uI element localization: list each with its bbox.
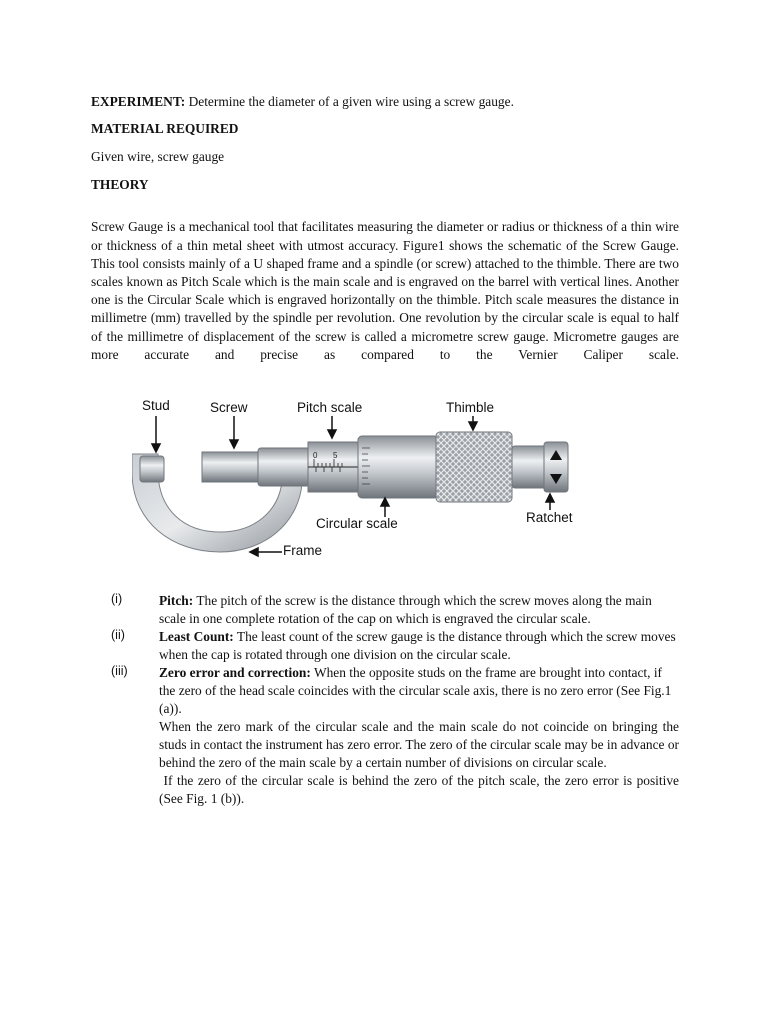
label-ratchet: Ratchet xyxy=(526,510,573,525)
label-thimble: Thimble xyxy=(446,400,495,415)
definitions-list xyxy=(111,592,683,808)
sleeve-collar xyxy=(258,448,310,486)
ratchet-shape xyxy=(512,446,546,488)
item-number: (ii) xyxy=(111,628,125,642)
label-screw: Screw xyxy=(210,400,248,415)
label-pitch-scale: Pitch scale xyxy=(297,400,363,415)
item-term: Least Count: xyxy=(159,629,234,644)
stud-shape xyxy=(140,456,164,482)
list-item-zero-error xyxy=(111,664,683,808)
material-heading: MATERIAL REQUIRED xyxy=(91,121,239,136)
screw-shape xyxy=(202,452,262,482)
item-number: (iii) xyxy=(111,664,128,678)
list-item-least-count xyxy=(111,628,679,664)
label-stud: Stud xyxy=(142,398,170,413)
item-text: The least count of the screw gauge is the distance through which the screw moves when the cap is rotated through one division on the circular scale. xyxy=(159,629,676,662)
label-frame: Frame xyxy=(283,543,323,558)
scale-mark-5: 5 xyxy=(333,451,338,460)
theory-paragraph: Screw Gauge is a mechanical tool that facilitates measuring the diameter or radius or thickness of a thin wire or thickness of a thin metal sheet with utmost accuracy. Figure1 shows the schematic of the Screw Gauge. This tool consists mainly of a U shaped frame and a spindle (or screw) attached to the thimble. There are two scales known as Pitch Scale which is the main scale and is engraved on the barrel with vertical lines. Another one is the Circular Scale which is engraved horizontally on the thimble. Pitch scale measures the distance in millimetre (mm) travelled by the spindle per revolution. One revolution by the circular scale is equal to half of the millimetre of displacement of the screw is called a micrometre screw gauge. Micrometre gauges are more accurate and precise as compared to the Vernier Caliper scale. xyxy=(91,219,679,362)
label-circular-scale: Circular scale xyxy=(316,516,398,531)
knurled-grip xyxy=(436,432,512,502)
material-text: Given wire, screw gauge xyxy=(91,149,225,164)
screw-gauge-diagram xyxy=(132,392,592,562)
experiment-text: Determine the diameter of a given wire using a screw gauge. xyxy=(185,94,514,109)
item-text: The pitch of the screw is the distance through which the screw moves along the main scale in one complete rotation of the cap on which is engraved the circular scale. xyxy=(159,593,652,626)
thimble-shape xyxy=(358,436,438,498)
ratchet-cap xyxy=(544,442,568,492)
item-text: When the opposite studs on the frame are brought into contact, if the zero of the head scale coincides with the circular scale axis, there is no zero error (See Fig.1 (a)). xyxy=(159,665,672,716)
scale-mark-0: 0 xyxy=(313,451,318,460)
list-item-pitch xyxy=(111,592,679,628)
item-term: Zero error and correction: xyxy=(159,665,311,680)
item-number: (i) xyxy=(111,592,123,606)
zero-error-paragraph-3: If the zero of the circular scale is behind the zero of the pitch scale, the zero error is positive (See Fig. 1 (b)). xyxy=(159,773,683,806)
experiment-line xyxy=(91,93,514,111)
zero-error-paragraph-2: When the zero mark of the circular scale and the main scale do not coincide on bringing the studs in contact the instrument has zero error. The zero of the circular scale may be in advance or behind the zero of the main scale by a certain number of divisions on circular scale. xyxy=(159,719,679,770)
item-term: Pitch: xyxy=(159,593,194,608)
theory-heading: THEORY xyxy=(91,177,149,192)
experiment-label: EXPERIMENT: xyxy=(91,94,186,109)
screw-gauge-figure xyxy=(132,392,592,562)
